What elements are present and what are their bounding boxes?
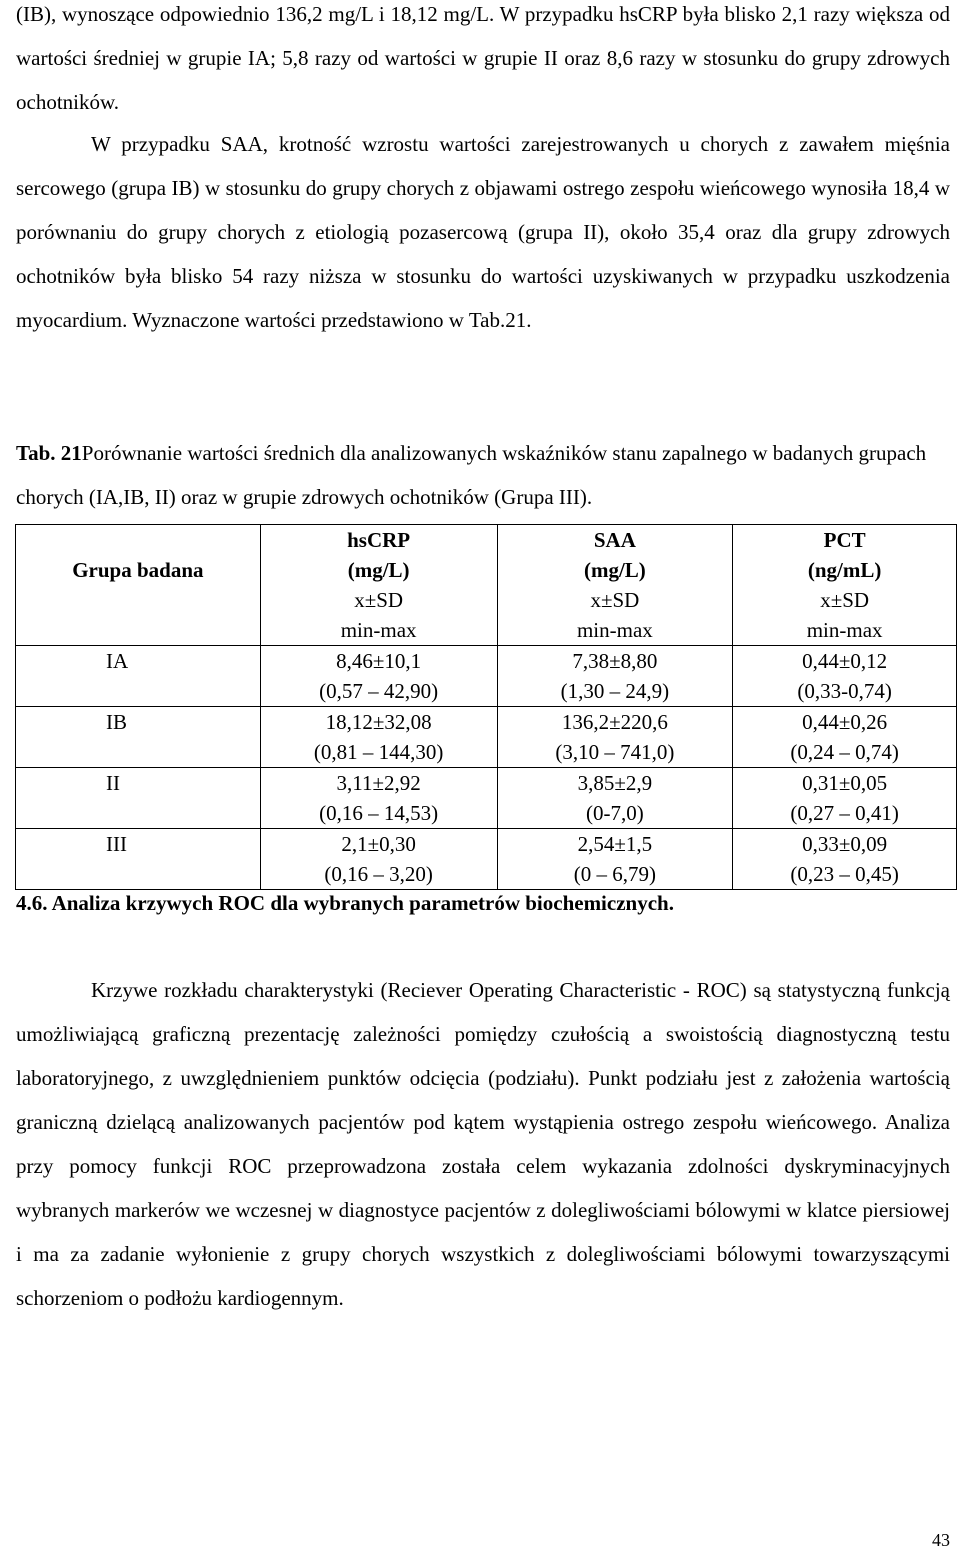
saa-cell: 7,38±8,80 (1,30 – 24,9) <box>497 646 733 707</box>
pct-cell: 0,31±0,05 (0,27 – 0,41) <box>733 768 957 829</box>
table-row <box>16 829 957 890</box>
group-cell: II <box>16 768 261 829</box>
table-row <box>16 768 957 829</box>
pct-cell: 0,33±0,09 (0,23 – 0,45) <box>733 829 957 890</box>
hscrp-cell: 2,1±0,30 (0,16 – 3,20) <box>260 829 497 890</box>
paragraph-2: W przypadku SAA, krotność wzrostu wartości zarejestrowanych u chorych z zawałem mięśnia sercowego (grupa IB) w stosunku do grupy chorych z objawami ostrego zespołu wieńcowego wynosiła 18,4 w porównaniu do grupy chorych z etiologią pozasercową (grupa II), około 35,4 oraz dla grupy zdrowych ochotników była blisko 54 razy niższa w stosunku do wartości uzyskiwanych w przypadku uszkodzenia myocardium. Wyznaczone wartości przedstawiono w Tab.21. <box>16 132 950 332</box>
table-row <box>16 646 957 707</box>
saa-cell: 3,85±2,9 (0-7,0) <box>497 768 733 829</box>
group-cell: IB <box>16 707 261 768</box>
hscrp-cell: 8,46±10,1 (0,57 – 42,90) <box>260 646 497 707</box>
saa-cell: 2,54±1,5 (0 – 6,79) <box>497 829 733 890</box>
pct-cell: 0,44±0,12 (0,33-0,74) <box>733 646 957 707</box>
results-table <box>15 524 957 890</box>
hscrp-cell: 3,11±2,92 (0,16 – 14,53) <box>260 768 497 829</box>
paragraph-1: (IB), wynoszące odpowiednio 136,2 mg/L i 18,12 mg/L. W przypadku hsCRP była blisko 2,1 razy większa od wartości średniej w grupie IA; 5,8 razy od wartości w grupie II oraz 8,6 razy w stosunku do grupy zdrowych ochotników. <box>16 2 950 114</box>
saa-cell: 136,2±220,6 (3,10 – 741,0) <box>497 707 733 768</box>
page-number: 43 <box>932 1530 950 1550</box>
group-header: Grupa badana <box>16 525 261 646</box>
pct-header: PCT (ng/mL) x±SD min-max <box>733 525 957 646</box>
table-caption-text: Porównanie wartości średnich dla analizowanych wskaźników stanu zapalnego w badanych grupach chorych (IA,IB, II) oraz w grupie zdrowych ochotników (Grupa III). <box>16 441 927 509</box>
pct-cell: 0,44±0,26 (0,24 – 0,74) <box>733 707 957 768</box>
table-row <box>16 707 957 768</box>
group-cell: III <box>16 829 261 890</box>
group-cell: IA <box>16 646 261 707</box>
section-heading: 4.6. Analiza krzywych ROC dla wybranych parametrów biochemicznych. <box>16 891 674 915</box>
table-header-row <box>16 525 957 646</box>
table-caption <box>16 431 950 519</box>
table-caption-label: Tab. 21 <box>16 441 82 465</box>
paragraph-3: Krzywe rozkładu charakterystyki (Reciever Operating Characteristic - ROC) są statystyczną funkcją umożliwiającą graficzną prezentację zależności pomiędzy czułością a swoistością diagnostyczną testu laboratoryjnego, z uwzględnieniem punktów odcięcia (podziału). Punkt podziału jest z założenia wartością graniczną dzielącą analizowanych pacjentów pod kątem wystąpienia ostrego zespołu wieńcowego. Analiza przy pomocy funkcji ROC przeprowadzona została celem wykazania zdolności dyskryminacyjnych wybranych markerów we wczesnej w diagnostyce pacjentów z dolegliwościami bólowymi w klatce piersiowej i ma za zadanie wyłonienie z grupy chorych wszystkich z dolegliwościami bólowymi towarzyszącymi schorzeniom o podłożu kardiogennym. <box>16 978 950 1310</box>
saa-header: SAA (mg/L) x±SD min-max <box>497 525 733 646</box>
hscrp-cell: 18,12±32,08 (0,81 – 144,30) <box>260 707 497 768</box>
hscrp-header: hsCRP (mg/L) x±SD min-max <box>260 525 497 646</box>
